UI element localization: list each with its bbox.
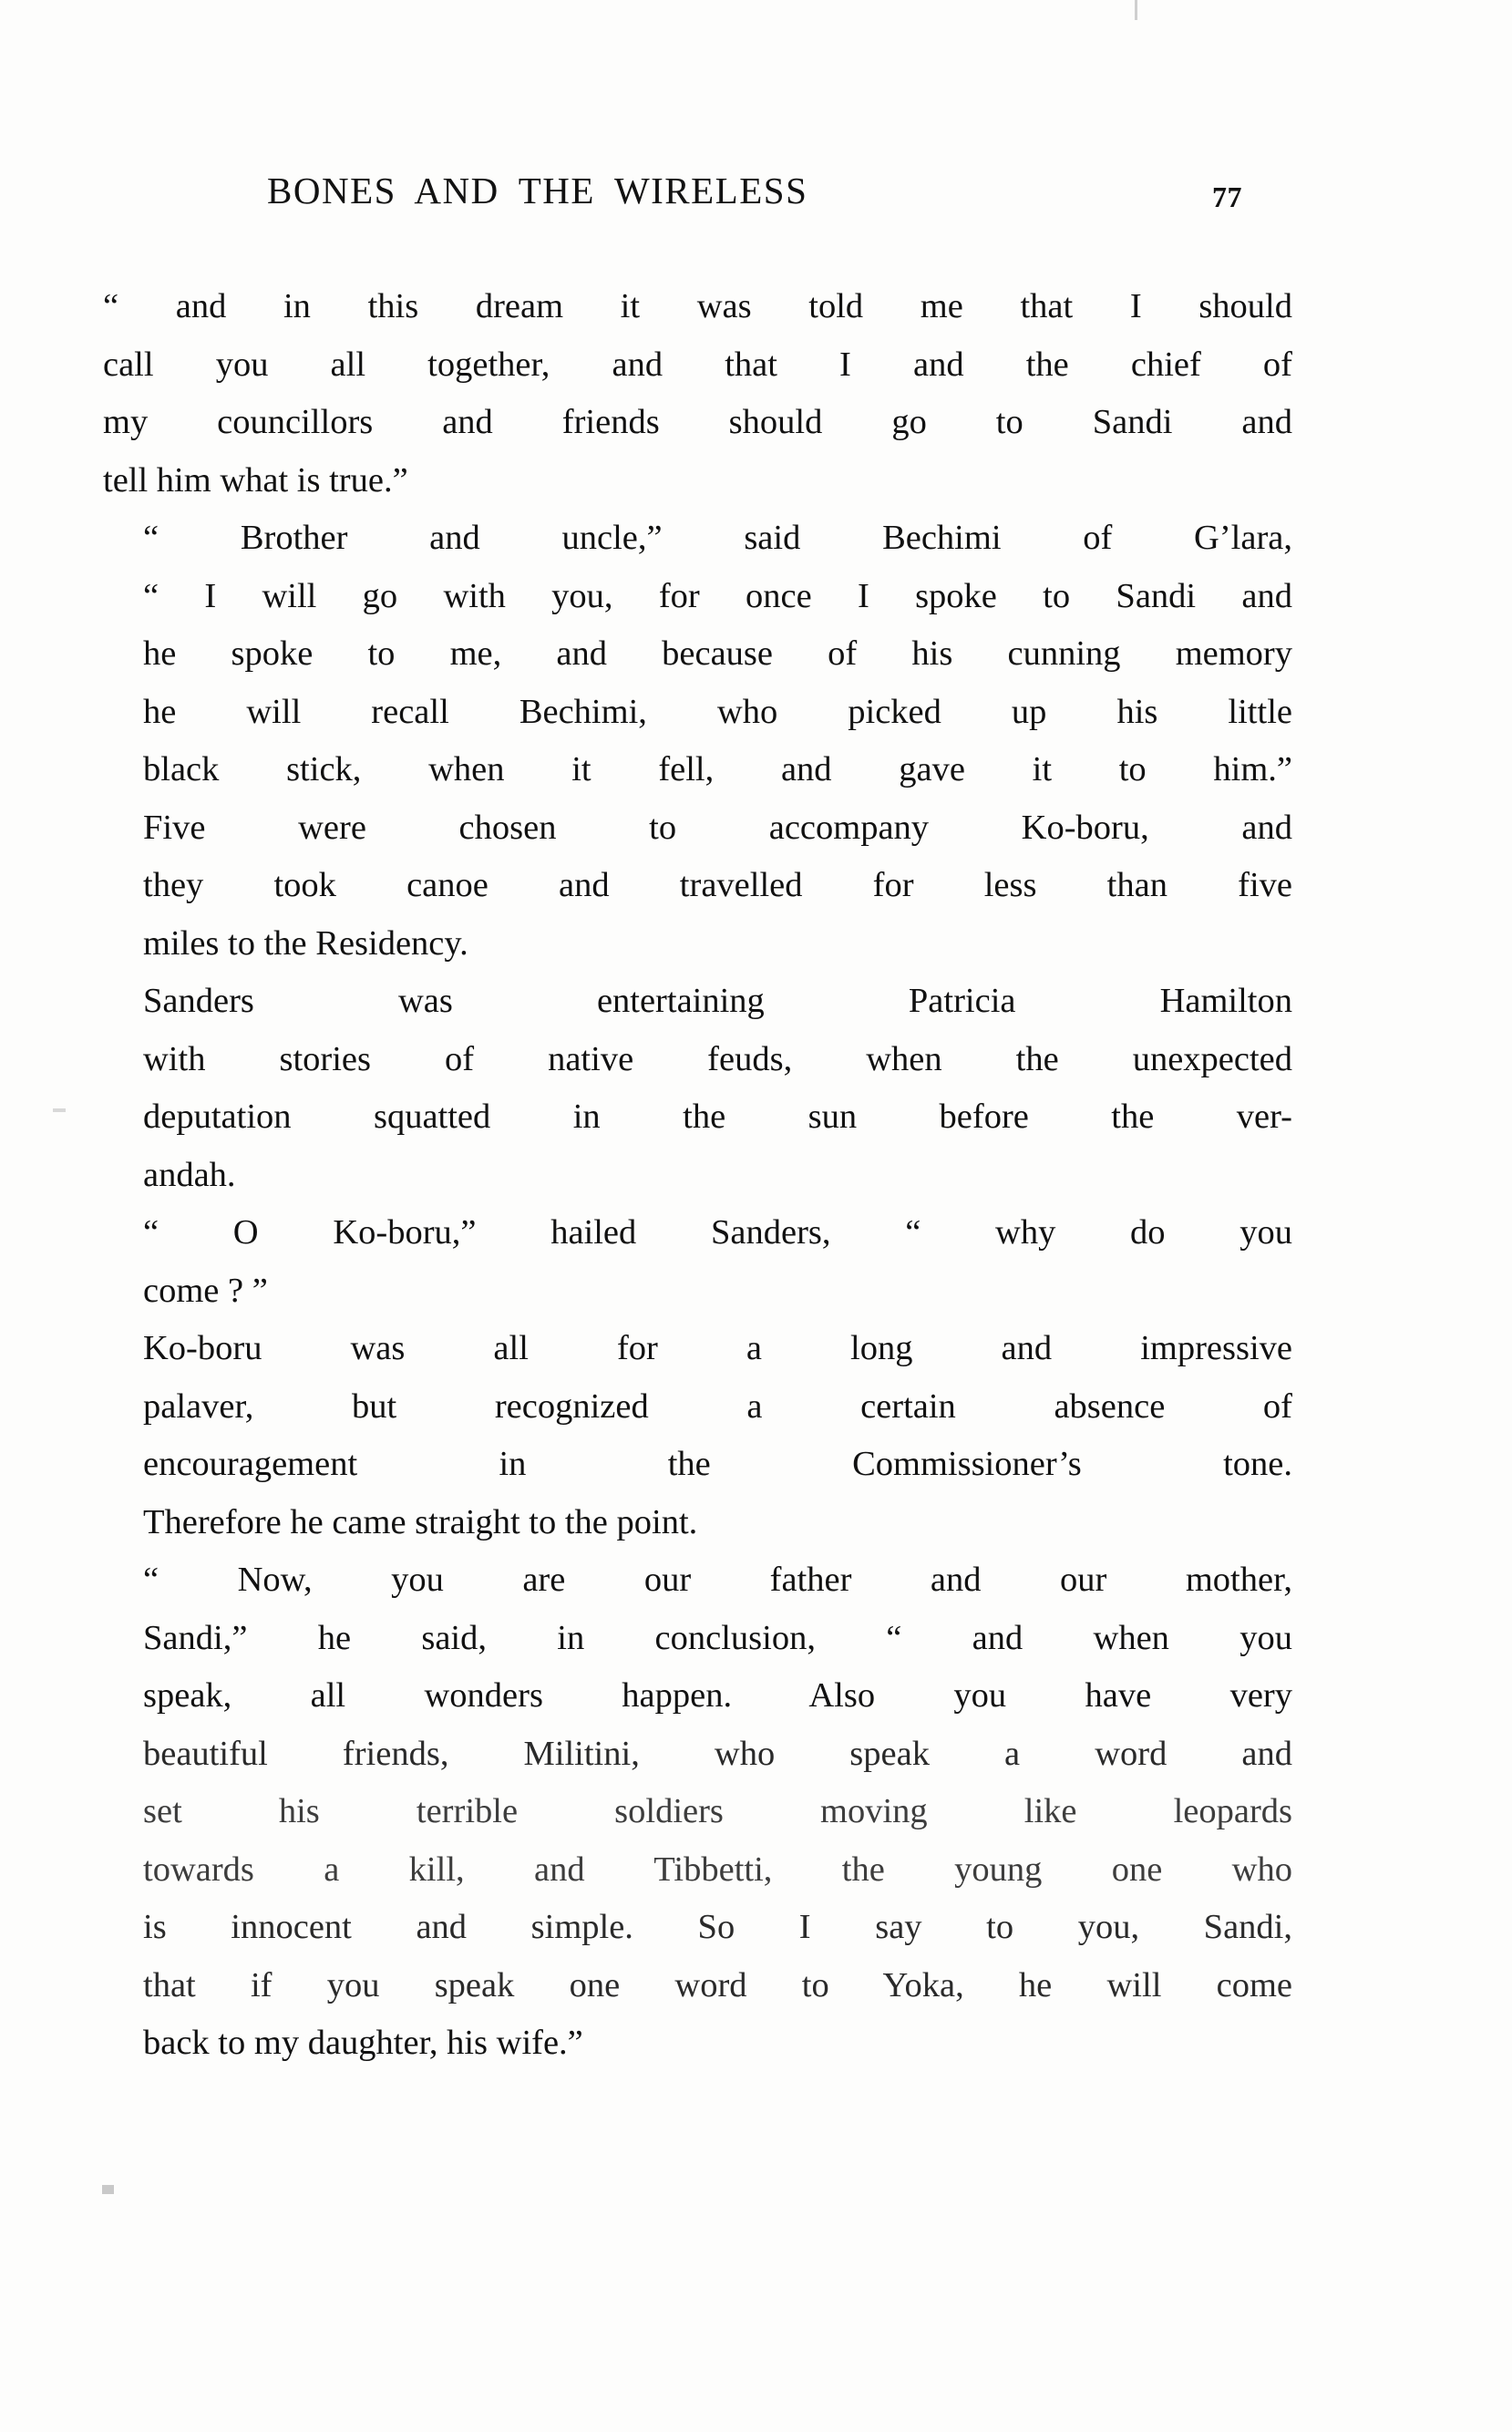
text-line: “ I will go with you, for once I spoke to Sandi and <box>143 576 1292 615</box>
text-line: call you all together, and that I and the chief of <box>103 345 1292 384</box>
page-body <box>103 278 1292 2073</box>
text-line: Ko-boru was all for a long and impressive <box>143 1329 1292 1367</box>
text-line: Sanders was entertaining Patricia Hamilton <box>143 982 1292 1020</box>
text-line: my councillors and friends should go to Sandi and <box>103 403 1292 441</box>
text-line: come ? ” <box>143 1271 268 1310</box>
text-line: Sandi,” he said, in conclusion, “ and when you <box>143 1618 1292 1657</box>
text-line: he spoke to me, and because of his cunning memory <box>143 634 1292 673</box>
text-line: back to my daughter, his wife.” <box>143 2024 583 2062</box>
text-line: with stories of native feuds, when the unexpected <box>143 1039 1292 1078</box>
text-line: encouragement in the Commissioner’s tone. <box>143 1445 1292 1483</box>
text-line: he will recall Bechimi, who picked up his little <box>143 692 1292 731</box>
running-head: BONES AND THE WIRELESS <box>267 170 808 211</box>
paragraph-bechimi <box>103 510 1292 799</box>
text-line: they took canoe and travelled for less than five <box>143 866 1292 904</box>
text-line: “ and in this dream it was told me that I should <box>103 287 1292 325</box>
page-number: 77 <box>1212 180 1242 213</box>
paragraph-sanders <box>103 973 1292 1204</box>
paragraph-palaver <box>103 1320 1292 1551</box>
text-line: Therefore he came straight to the point. <box>143 1502 698 1541</box>
paragraph-five-chosen <box>103 799 1292 974</box>
scan-artifact-bottom-margin <box>102 2185 114 2194</box>
text-line: “ O Ko-boru,” hailed Sanders, “ why do you <box>143 1213 1292 1252</box>
scan-artifact-top <box>1135 0 1137 20</box>
text-line: tell him what is true.” <box>103 460 408 500</box>
text-line: set his terrible soldiers moving like leopards <box>143 1792 1292 1830</box>
text-line: andah. <box>143 1155 236 1194</box>
text-line: miles to the Residency. <box>143 923 468 963</box>
text-line: Five were chosen to accompany Ko-boru, and <box>143 808 1292 847</box>
paragraph-hail <box>103 1204 1292 1320</box>
text-line: is innocent and simple. So I say to you, Sandi, <box>143 1908 1292 1946</box>
paragraph-dream <box>103 278 1292 510</box>
text-line: that if you speak one word to Yoka, he will come <box>143 1965 1292 2004</box>
scan-artifact-left-margin <box>53 1108 66 1112</box>
text-line: palaver, but recognized a certain absence of <box>143 1386 1292 1426</box>
text-line: “ Brother and uncle,” said Bechimi of G’lara, <box>143 519 1292 557</box>
text-line: beautiful friends, Militini, who speak a word and <box>143 1734 1292 1773</box>
paragraph-now <box>103 1551 1292 2073</box>
text-line: black stick, when it fell, and gave it to him.” <box>143 750 1292 788</box>
text-line: deputation squatted in the sun before the ver- <box>143 1097 1292 1136</box>
text-line: “ Now, you are our father and our mother, <box>143 1561 1292 1599</box>
page-header <box>0 169 1512 223</box>
text-line: speak, all wonders happen. Also you have very <box>143 1676 1292 1715</box>
text-line: towards a kill, and Tibbetti, the young one who <box>143 1850 1292 1889</box>
